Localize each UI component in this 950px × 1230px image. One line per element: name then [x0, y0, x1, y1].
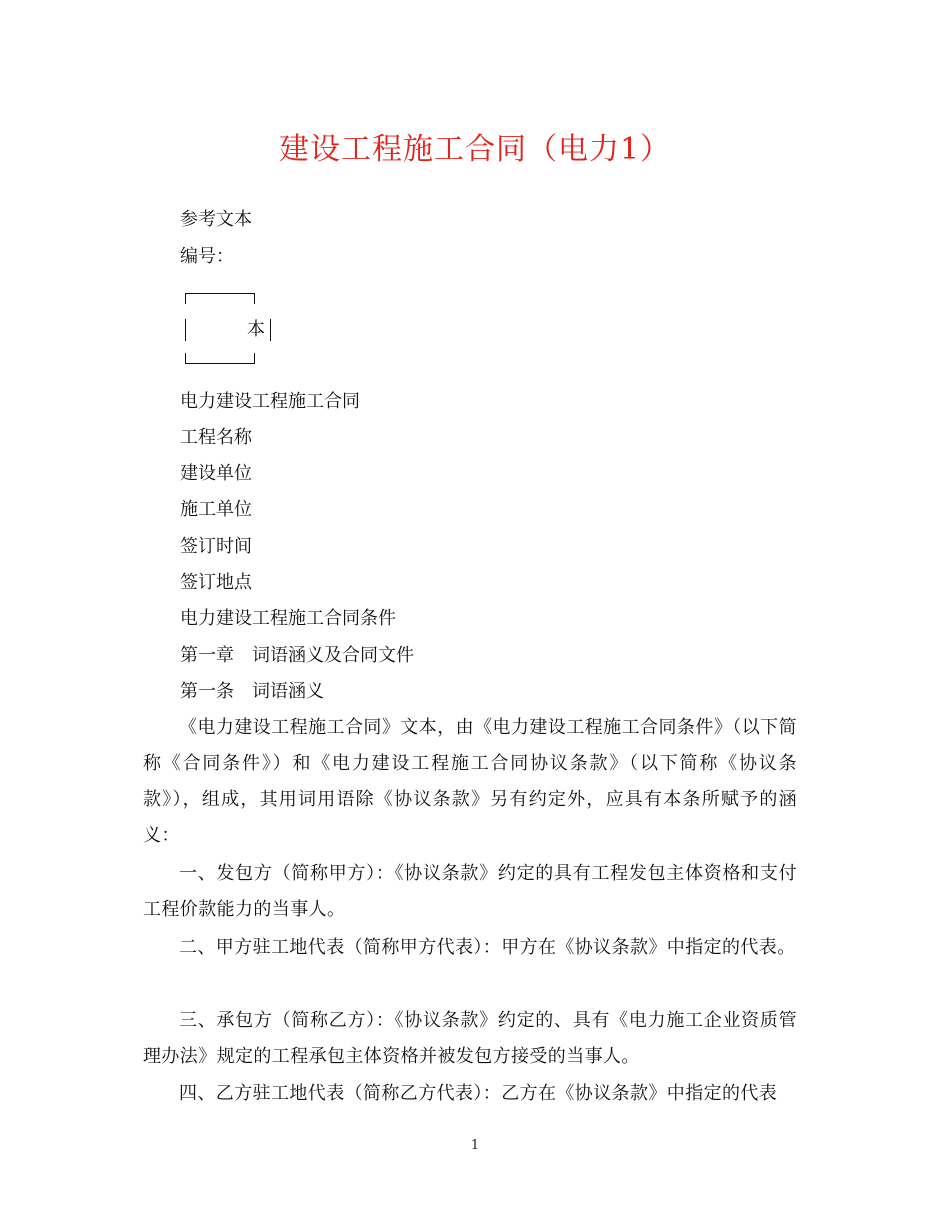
contract-name-line: 电力建设工程施工合同 — [180, 391, 360, 412]
copy-box-top-border — [185, 293, 255, 304]
construction-unit-line: 建设单位 — [180, 463, 252, 484]
paragraph-item-1: 一、发包方（简称甲方）：《协议条款》约定的具有工程发包主体资格和支付工程价款能力的当事人。 — [143, 863, 797, 920]
paragraph-item-4: 四、乙方驻工地代表（简称乙方代表）：乙方在《协议条款》中指定的代表 — [179, 1083, 778, 1104]
signing-time-line: 签订时间 — [180, 536, 252, 557]
paragraph-item-2: 二、甲方驻工地代表（简称甲方代表）：甲方在《协议条款》中指定的代表。 — [179, 937, 796, 958]
paragraph-item-3: 三、承包方（简称乙方）：《协议条款》约定的、具有《电力施工企业资质管理办法》规定的工程承包主体资格并被发包方接受的当事人。 — [143, 1010, 797, 1067]
reference-label: 参考文本 — [180, 209, 252, 230]
document-title: 建设工程施工合同（电力1） — [278, 132, 672, 167]
article-heading: 第一条 词语涵义 — [180, 681, 324, 702]
copy-box — [181, 291, 273, 365]
number-label: 编号： — [180, 246, 234, 267]
copy-box-bottom-border — [185, 353, 255, 364]
contract-conditions-heading: 电力建设工程施工合同条件 — [180, 608, 396, 629]
copy-box-right-border — [270, 319, 271, 341]
project-name-line: 工程名称 — [180, 427, 252, 448]
chapter-heading: 第一章 词语涵义及合同文件 — [180, 645, 414, 666]
copy-box-text: 本 — [247, 319, 265, 340]
contractor-unit-line: 施工单位 — [180, 499, 252, 520]
paragraph-intro: 《电力建设工程施工合同》文本，由《电力建设工程施工合同条件》（以下简称《合同条件》）和《电力建设工程施工合同协议条款》（以下简称《协议条款》），组成，其用词用语除《协议条款》另有约定外，应具有本条所赋予的涵义： — [143, 717, 797, 846]
signing-place-line: 签订地点 — [180, 572, 252, 593]
copy-box-left-border — [185, 319, 186, 341]
page-number: 1 — [470, 1138, 480, 1153]
